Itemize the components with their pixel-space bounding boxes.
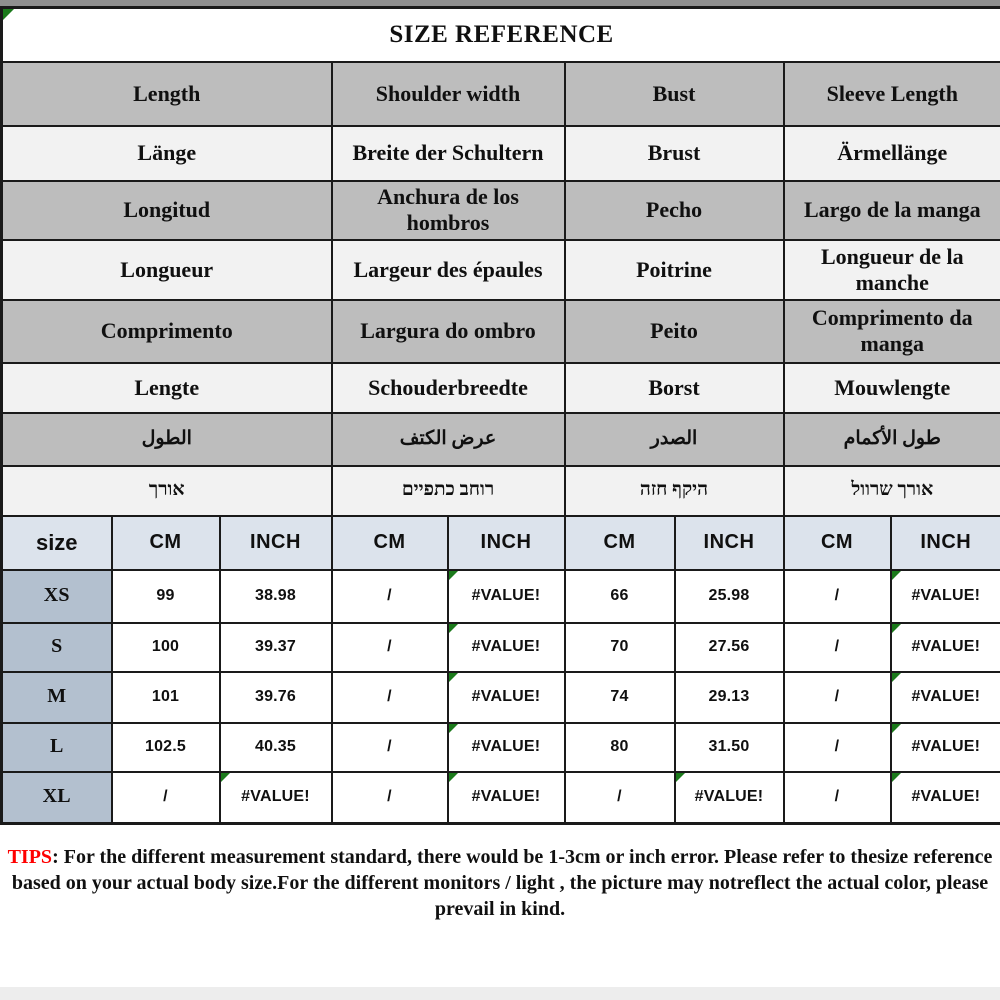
size-row-s xyxy=(2,623,1000,672)
column-header-cm: CM xyxy=(112,516,220,570)
value-cell: 38.98 xyxy=(220,570,332,623)
tips-label: TIPS xyxy=(7,846,53,868)
lang-cell: Comprimento da manga xyxy=(784,300,1000,363)
value-cell: 80 xyxy=(565,723,675,772)
error-triangle-icon xyxy=(449,571,458,580)
value-cell: / xyxy=(784,570,891,623)
value-cell: / xyxy=(112,772,220,824)
measure-header-row xyxy=(2,516,1000,570)
size-label: XL xyxy=(2,772,112,824)
lang-row-english xyxy=(2,62,1000,126)
lang-cell: Ärmellänge xyxy=(784,126,1000,181)
lang-cell: الصدر xyxy=(565,413,784,466)
lang-cell: Shoulder width xyxy=(332,62,565,126)
size-label: M xyxy=(2,672,112,723)
size-row-m xyxy=(2,672,1000,723)
value-cell xyxy=(220,772,332,824)
lang-cell: Länge xyxy=(2,126,332,181)
value-cell: / xyxy=(332,772,448,824)
lang-cell: Peito xyxy=(565,300,784,363)
title-row xyxy=(2,8,1000,62)
value-text: #VALUE! xyxy=(471,787,541,805)
error-triangle-icon xyxy=(892,673,901,682)
error-triangle-icon xyxy=(892,773,901,782)
lang-row-spanish xyxy=(2,181,1000,240)
value-text: #VALUE! xyxy=(911,637,981,655)
value-cell: 102.5 xyxy=(112,723,220,772)
value-cell: / xyxy=(565,772,675,824)
page-title xyxy=(2,8,1000,62)
value-cell xyxy=(891,623,1000,672)
value-text: #VALUE! xyxy=(911,586,981,604)
lang-cell: Breite der Schultern xyxy=(332,126,565,181)
value-text: #VALUE! xyxy=(471,687,541,705)
value-cell xyxy=(448,623,565,672)
lang-row-german xyxy=(2,126,1000,181)
value-cell: 101 xyxy=(112,672,220,723)
lang-cell: Sleeve Length xyxy=(784,62,1000,126)
lang-cell: Longueur xyxy=(2,240,332,300)
error-triangle-icon xyxy=(892,571,901,580)
value-cell xyxy=(891,723,1000,772)
value-cell: 31.50 xyxy=(675,723,784,772)
error-triangle-icon xyxy=(676,773,685,782)
error-triangle-icon xyxy=(449,624,458,633)
size-label: L xyxy=(2,723,112,772)
size-row-xl xyxy=(2,772,1000,824)
value-cell: / xyxy=(332,570,448,623)
tips-paragraph xyxy=(0,844,1000,922)
lang-cell: Pecho xyxy=(565,181,784,240)
column-header-cm: CM xyxy=(784,516,891,570)
value-cell xyxy=(448,672,565,723)
value-cell: / xyxy=(332,723,448,772)
value-text: #VALUE! xyxy=(471,586,541,604)
lang-cell: Largura do ombro xyxy=(332,300,565,363)
lang-cell: طول الأكمام xyxy=(784,413,1000,466)
value-cell: 29.13 xyxy=(675,672,784,723)
value-cell: / xyxy=(784,672,891,723)
lang-cell: Largeur des épaules xyxy=(332,240,565,300)
value-cell: 66 xyxy=(565,570,675,623)
lang-row-hebrew xyxy=(2,466,1000,516)
size-row-l xyxy=(2,723,1000,772)
error-triangle-icon xyxy=(449,673,458,682)
lang-cell: Longueur de la manche xyxy=(784,240,1000,300)
column-header-size: size xyxy=(2,516,112,570)
value-cell xyxy=(891,570,1000,623)
value-cell: 40.35 xyxy=(220,723,332,772)
value-cell: 74 xyxy=(565,672,675,723)
column-header-inch: INCH xyxy=(220,516,332,570)
value-cell xyxy=(448,570,565,623)
lang-cell: الطول xyxy=(2,413,332,466)
value-text: #VALUE! xyxy=(241,787,310,805)
value-cell: / xyxy=(784,772,891,824)
size-row-xs xyxy=(2,570,1000,623)
value-cell: / xyxy=(784,723,891,772)
value-cell: 100 xyxy=(112,623,220,672)
value-text: #VALUE! xyxy=(471,737,541,755)
column-header-inch: INCH xyxy=(891,516,1000,570)
lang-cell: Lengte xyxy=(2,363,332,413)
error-triangle-icon xyxy=(449,773,458,782)
lang-cell: Largo de la manga xyxy=(784,181,1000,240)
lang-row-portuguese xyxy=(2,300,1000,363)
column-header-cm: CM xyxy=(332,516,448,570)
value-text: #VALUE! xyxy=(911,787,981,805)
lang-cell: Length xyxy=(2,62,332,126)
size-label: S xyxy=(2,623,112,672)
value-cell: 39.37 xyxy=(220,623,332,672)
column-header-cm: CM xyxy=(565,516,675,570)
error-triangle-icon xyxy=(892,724,901,733)
error-triangle-icon xyxy=(221,773,230,782)
column-header-inch: INCH xyxy=(675,516,784,570)
value-cell: / xyxy=(332,623,448,672)
tips-text: : For the different measurement standard, there would be 1-3cm or inch error. Please refer to thesize reference based on your actual body size.For the different monitors / light , the picture may notreflect the actual color, please prevail in kind. xyxy=(11,846,993,920)
value-text: #VALUE! xyxy=(694,787,764,805)
value-cell xyxy=(448,772,565,824)
value-cell xyxy=(891,672,1000,723)
lang-cell: Bust xyxy=(565,62,784,126)
lang-row-french xyxy=(2,240,1000,300)
value-text: #VALUE! xyxy=(471,637,541,655)
value-cell xyxy=(675,772,784,824)
column-header-inch: INCH xyxy=(448,516,565,570)
value-cell: 25.98 xyxy=(675,570,784,623)
lang-cell: Schouderbreedte xyxy=(332,363,565,413)
value-cell: 70 xyxy=(565,623,675,672)
lang-cell: Comprimento xyxy=(2,300,332,363)
cell-corner-flag-icon xyxy=(3,9,14,20)
value-cell xyxy=(448,723,565,772)
lang-cell: Poitrine xyxy=(565,240,784,300)
lang-cell: Anchura de los hombros xyxy=(332,181,565,240)
lang-cell: Longitud xyxy=(2,181,332,240)
lang-cell: אורך xyxy=(2,466,332,516)
value-cell: / xyxy=(784,623,891,672)
value-cell: 39.76 xyxy=(220,672,332,723)
size-label: XS xyxy=(2,570,112,623)
error-triangle-icon xyxy=(892,624,901,633)
lang-row-dutch xyxy=(2,363,1000,413)
lang-cell: אורך שרוול xyxy=(784,466,1000,516)
lang-cell: רוחב כתפיים xyxy=(332,466,565,516)
value-cell: 27.56 xyxy=(675,623,784,672)
lang-cell: عرض الكتف xyxy=(332,413,565,466)
lang-cell: Borst xyxy=(565,363,784,413)
lang-row-arabic xyxy=(2,413,1000,466)
value-text: #VALUE! xyxy=(911,687,981,705)
bottom-strip xyxy=(0,987,1000,1000)
size-reference-table xyxy=(0,6,1000,825)
value-cell: 99 xyxy=(112,570,220,623)
lang-cell: Mouwlengte xyxy=(784,363,1000,413)
lang-cell: היקף חזה xyxy=(565,466,784,516)
page-title-text: SIZE REFERENCE xyxy=(389,21,614,48)
lang-cell: Brust xyxy=(565,126,784,181)
error-triangle-icon xyxy=(449,724,458,733)
value-text: #VALUE! xyxy=(911,737,981,755)
value-cell: / xyxy=(332,672,448,723)
value-cell xyxy=(891,772,1000,824)
